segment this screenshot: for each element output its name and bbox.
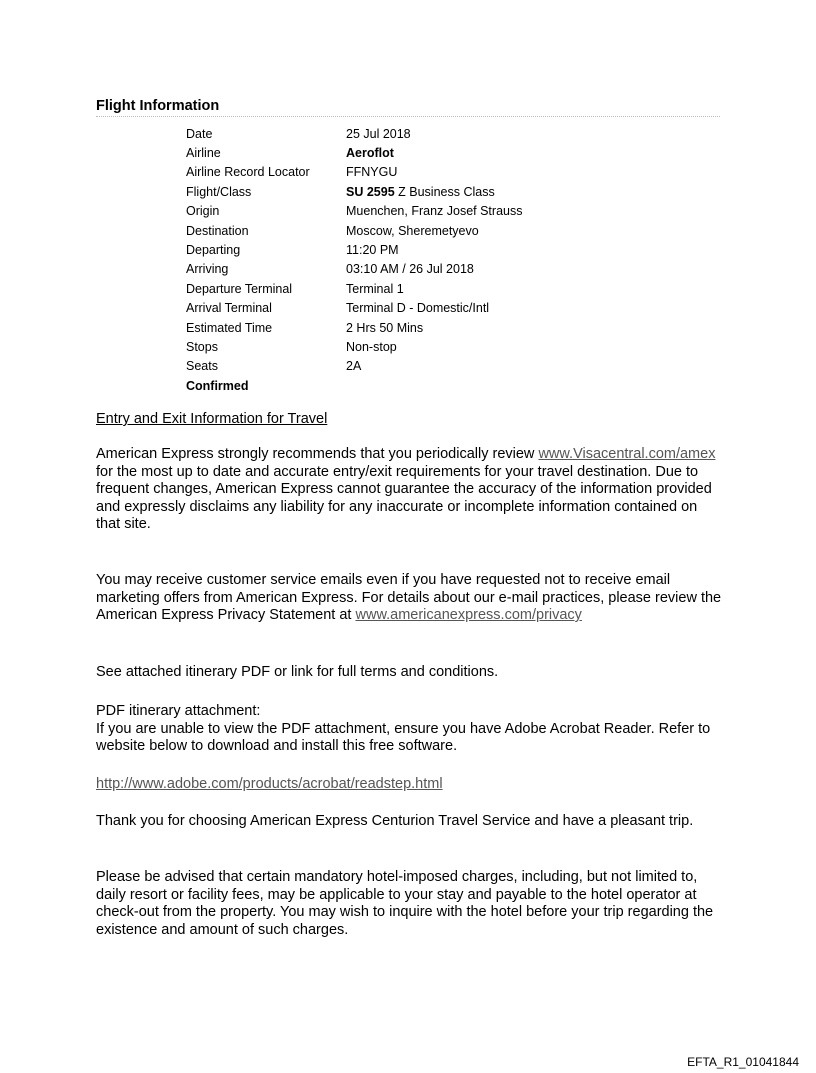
hotel-charges-text: Please be advised that certain mandatory hotel-imposed charges, including, but not limited to, daily resort or facility fees, may be applicable to your stay and payable to the hotel operator at check-out from the property. You may wish to inquire with the hotel before your trip regarding the existence and amount of such charges. [96,869,714,938]
destination-label: Destination [186,223,249,238]
airline-value: Aeroflot [346,146,394,161]
departing-value: 11:20 PM [346,243,399,258]
seats-value: 2A [346,359,362,374]
table-row [186,221,522,240]
arrival-terminal-label: Arrival Terminal [186,301,272,316]
table-row [186,240,522,259]
email-notice-paragraph [96,572,724,625]
arriving-label: Arriving [186,262,229,277]
seats-label: Seats [186,359,218,374]
terms-note [96,664,724,682]
date-value: 25 Jul 2018 [346,126,411,141]
thank-you-paragraph [96,813,724,831]
origin-label: Origin [186,204,220,219]
visacentral-link[interactable]: www.Visacentral.com/amex [538,446,716,462]
table-row [186,182,522,201]
table-row [186,357,522,376]
arriving-value: 03:10 AM / 26 Jul 2018 [346,262,474,277]
table-row [186,124,522,143]
email-notice-text: You may receive customer service emails even if you have requested not to receive email marketing offers from American Express. For details about our e-mail practices, please review the American Express Privacy Statement at [96,572,722,623]
thank-you-text: Thank you for choosing American Express Centurion Travel Service and have a pleasant trip. [96,813,694,829]
flight-information-heading: Flight Information [96,98,720,117]
departure-terminal-value: Terminal 1 [346,281,404,296]
privacy-link[interactable]: www.americanexpress.com/privacy [355,607,582,623]
adobe-link-paragraph [96,776,724,794]
hotel-charges-paragraph [96,869,724,939]
table-row [186,318,522,337]
departing-label: Departing [186,243,241,258]
table-row [186,299,522,318]
date-label: Date [186,126,213,141]
stops-value: Non-stop [346,339,397,354]
table-row [186,202,522,221]
origin-value: Muenchen, Franz Josef Strauss [346,204,523,219]
table-row [186,279,522,298]
destination-value: Moscow, Sheremetyevo [346,223,479,238]
flight-details-table [186,124,522,395]
entry-exit-text-end: for the most up to date and accurate entry/exit requirements for your travel destination. Due to frequent changes, American Express cannot guarantee the accuracy of the information provided and expressly disclaims any liability for any inaccurate or incomplete information contained on that site. [96,463,712,532]
pdf-notice-line2: If you are unable to view the PDF attachment, ensure you have Adobe Acrobat Reader. Refer to website below to download and install this free software. [96,720,711,754]
travel-class: Z Business Class [398,184,495,199]
arrival-terminal-value: Terminal D - Domestic/Intl [346,301,490,316]
pdf-notice-line1: PDF itinerary attachment: [96,703,261,719]
adobe-reader-link[interactable]: http://www.adobe.com/products/acrobat/readstep.html [96,776,443,792]
entry-exit-heading: Entry and Exit Information for Travel [96,411,328,427]
departure-terminal-label: Departure Terminal [186,281,293,296]
record-locator-label: Airline Record Locator [186,165,310,180]
flight-number: SU 2595 [346,184,395,199]
table-row [186,163,522,182]
terms-note-text: See attached itinerary PDF or link for full terms and conditions. [96,664,499,680]
table-row [186,260,522,279]
airline-label: Airline [186,146,221,161]
table-row [186,337,522,356]
pdf-notice-paragraph [96,703,724,756]
stops-label: Stops [186,339,218,354]
estimated-time-value: 2 Hrs 50 Mins [346,320,424,335]
document-id: EFTA_R1_01041844 [687,1055,799,1069]
booking-status: Confirmed [186,378,249,393]
estimated-time-label: Estimated Time [186,320,273,335]
entry-exit-paragraph [96,446,724,534]
flight-class-label: Flight/Class [186,184,252,199]
flight-class-value [346,182,522,201]
record-locator-value: FFNYGU [346,165,398,180]
table-row [186,376,522,395]
entry-exit-text-start: American Express strongly recommends that you periodically review [96,446,539,462]
table-row [186,143,522,162]
